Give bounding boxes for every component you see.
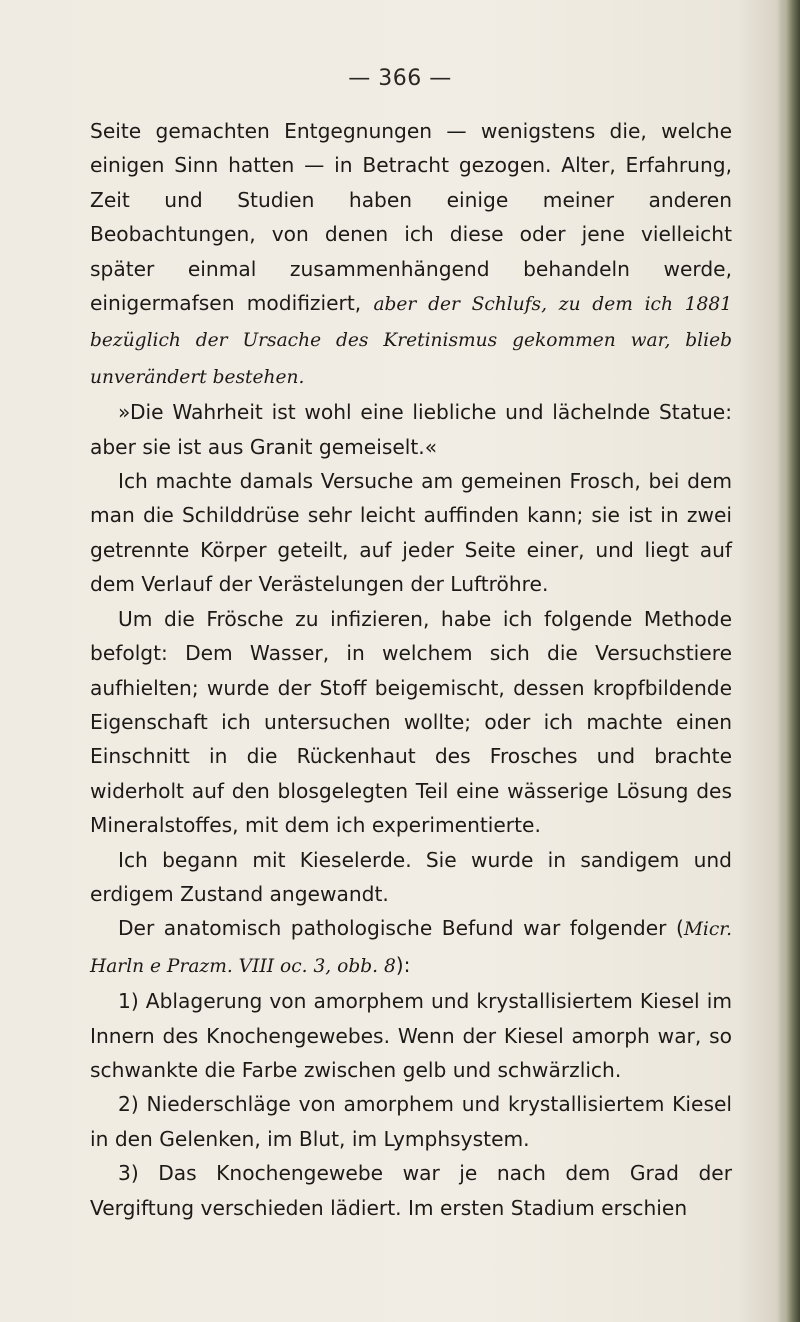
paragraph-text: Der anatomisch pathologische Befund war folgender ( bbox=[118, 916, 684, 941]
page-edge-shadow bbox=[778, 0, 800, 1322]
list-item-2: 2) Niederschläge von amorphem und krystallisiertem Kiesel in den Gelenken, im Blut, im Lymphsystem. bbox=[90, 1092, 732, 1151]
paragraph-text-tail: ): bbox=[395, 952, 411, 977]
italic-emphasis: aber der Schlufs, zu dem ich 1881 bezüglich der Ursache des Kretinismus gekommen war, blieb unverändert bestehen. bbox=[90, 294, 733, 388]
paragraph-findings-intro bbox=[90, 911, 732, 984]
paragraph-continuation bbox=[90, 114, 732, 395]
italic-reference: Micr. Harln e Prazm. VIII oc. 3, obb. 8 bbox=[90, 919, 732, 977]
page-number: — 366 — bbox=[348, 66, 452, 91]
paragraph-quote: »Die Wahrheit ist wohl eine liebliche und lächelnde Statue: aber sie ist aus Granit gemeiselt.« bbox=[90, 400, 732, 459]
paragraph-frog-experiments: Ich machte damals Versuche am gemeinen Frosch, bei dem man die Schilddrüse sehr leicht auffinden kann; sie ist in zwei getrennte Körper geteilt, auf jeder Seite einer, und liegt auf dem Verlauf der Verästelungen der Luftröhre. bbox=[90, 469, 732, 597]
paragraph-text: Seite gemachten Entgegnungen — wenigstens die, welche einigen Sinn hatten — in Betracht gezogen. Alter, Erfahrung, Zeit und Studien haben einige meiner anderen Beobachtungen, von denen ich diese oder jene vielleicht später einmal zusammenhängend behandeln werde, einigermafsen modifiziert, bbox=[90, 119, 732, 316]
body-text bbox=[90, 114, 732, 1225]
paragraph-silica: Ich begann mit Kieselerde. Sie wurde in sandigem und erdigem Zustand angewandt. bbox=[90, 847, 732, 906]
list-item-1: 1) Ablagerung von amorphem und krystallisiertem Kiesel im Innern des Knochengewebes. Wenn der Kiesel amorph war, so schwankte die Farbe zwischen gelb und schwärzlich. bbox=[90, 989, 732, 1082]
paragraph-method: Um die Frösche zu infizieren, habe ich folgende Methode befolgt: Dem Wasser, in welchem sich die Versuchstiere aufhielten; wurde der Stoff beigemischt, dessen kropfbildende Eigenschaft ich untersuchen wollte; oder ich machte einen Einschnitt in die Rückenhaut des Frosches und brachte widerholt auf den blosgelegten Teil eine wässerige Lösung des Mineralstoffes, mit dem ich experimentierte. bbox=[90, 606, 732, 838]
list-item-3: 3) Das Knochengewebe war je nach dem Grad der Vergiftung verschieden lädiert. Im ersten Stadium erschien bbox=[90, 1161, 732, 1220]
